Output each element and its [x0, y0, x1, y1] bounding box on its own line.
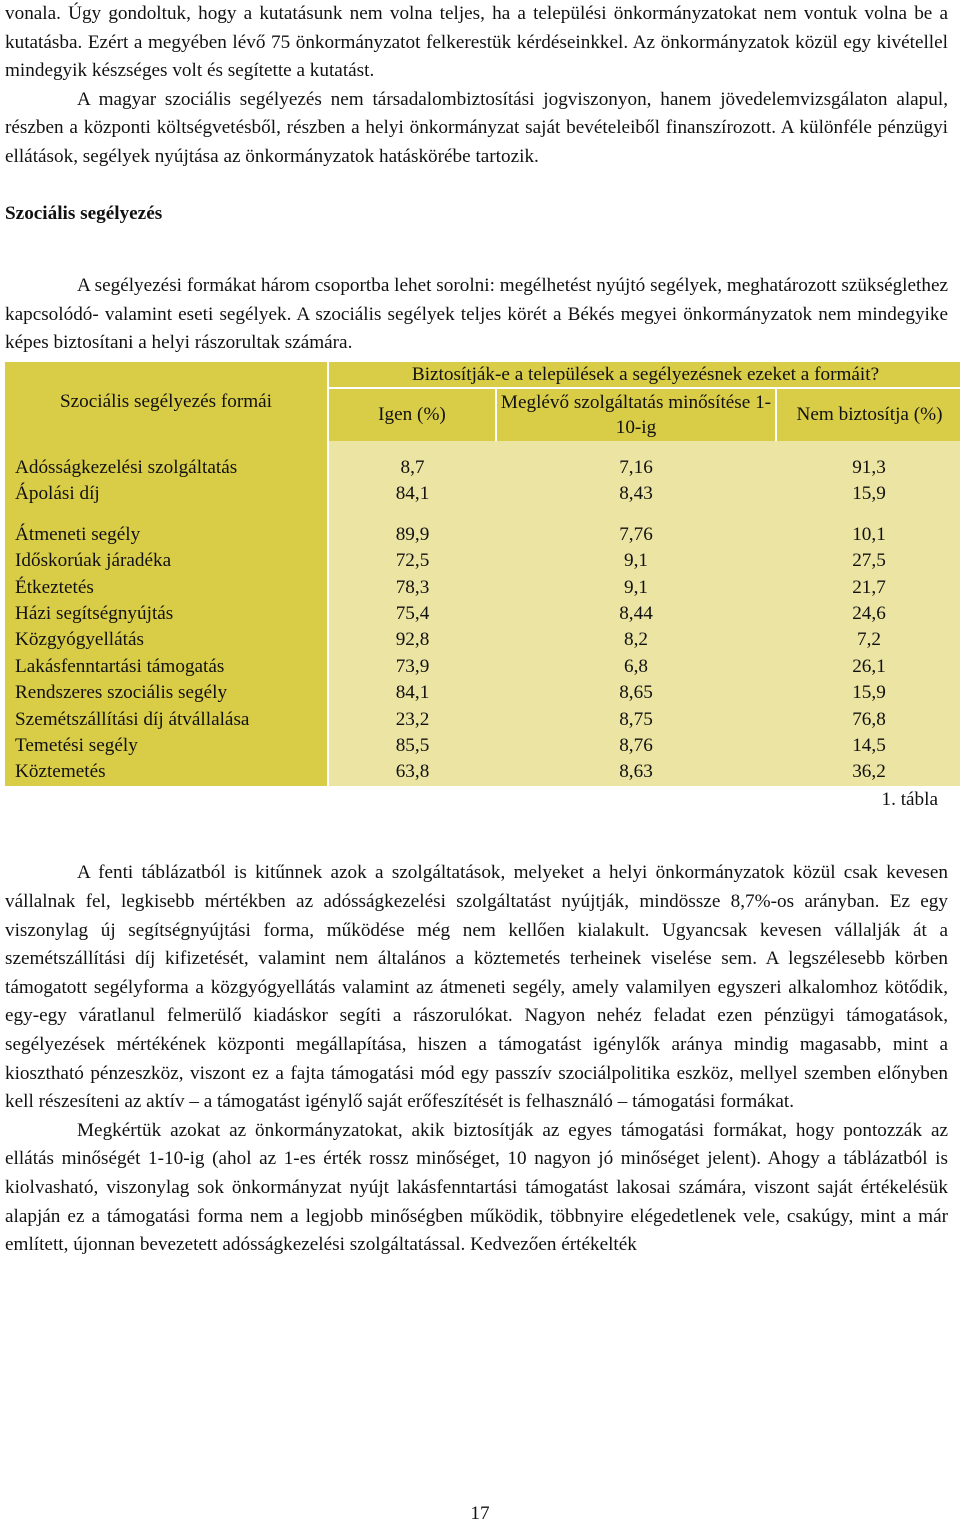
cell-no: 10,1: [776, 522, 960, 548]
row-name: Köztemetés: [5, 759, 328, 785]
page-number: 17: [470, 1503, 490, 1524]
table-row: [5, 627, 960, 653]
row-name: Étkeztetés: [5, 575, 328, 601]
cell-quality: 8,43: [496, 481, 776, 507]
cell-no: 36,2: [776, 759, 960, 785]
cell-no: 7,2: [776, 627, 960, 653]
row-name: Szemétszállítási díj átvállalása: [5, 707, 328, 733]
cell-quality: 8,75: [496, 707, 776, 733]
cell-yes: 73,9: [328, 654, 496, 680]
cell-quality: 6,8: [496, 654, 776, 680]
analysis-paragraph-1: A fenti táblázatból is kitűnnek azok a szolgáltatások, melyeket a helyi önkormányzatok közül csak kevesen vállalnak fel, legkisebb mértékben az adósságkezelési szolgáltatást nyújtják, mindössze 8,7%-os arányban. Ez egy viszonylag új segítségnyújtási forma, működése még nem kellően kialakult. Ugyancsak kevesen vállalják át a szemétszállítási díj kifizetését, valamint nem általános a köztemetés terheinek viselése sem. A legszélesebb körben támogatott segélyforma a közgyógyellátás valamint az átmeneti segély, amely valamilyen egyszeri alkalomhoz kötődik, egy-egy váratlanul felmerülő kiadáskor segíti a rászorulókat. Nagyon nehéz feladat ezen pénzügyi támogatások, segélyezések mértékének központi megállapítása, hiszen a támogatást igénylők aránya mindig magasabb, mint a kiosztható pénzeszköz, viszont ez a fajta támogatási mód egy passzív szociálpolitika eszköz, mellyel szemben előnyben kell részesíteni az aktív – a támogatást igénylő saját erőfeszítését is felhasználó – támogatási formákat.: [5, 862, 948, 1113]
table-row: [5, 680, 960, 706]
table-row: [5, 759, 960, 785]
table-row: [5, 601, 960, 627]
cell-yes: 92,8: [328, 627, 496, 653]
col-header-quality: Meglévő szolgáltatás minősítése 1-10-ig: [496, 388, 776, 441]
cell-yes: 23,2: [328, 707, 496, 733]
col-header-yes: Igen (%): [328, 388, 496, 441]
row-name: Házi segítségnyújtás: [5, 601, 328, 627]
social-aid-table: [5, 362, 960, 786]
cell-yes: 84,1: [328, 680, 496, 706]
cell-quality: 8,44: [496, 601, 776, 627]
table-row: [5, 548, 960, 574]
cell-no: 76,8: [776, 707, 960, 733]
row-name: Adósságkezelési szolgáltatás: [5, 455, 328, 481]
table-row: [5, 575, 960, 601]
section-paragraph: A segélyezési formákat három csoportba lehet sorolni: megélhetést nyújtó segélyek, meghatározott szükséglethez kapcsolódó- valamint eseti segélyek. A szociális segélyek teljes körét a Békés megyei önkormányzatok nem mindegyike képes biztosítani a helyi rászorultak számára.: [5, 275, 948, 354]
cell-yes: 72,5: [328, 548, 496, 574]
row-name: Lakásfenntartási támogatás: [5, 654, 328, 680]
cell-yes: 84,1: [328, 481, 496, 507]
table-row: [5, 522, 960, 548]
cell-no: 14,5: [776, 733, 960, 759]
cell-no: 21,7: [776, 575, 960, 601]
document-page: [5, 0, 948, 1260]
cell-no: 27,5: [776, 548, 960, 574]
cell-quality: 7,16: [496, 455, 776, 481]
row-name: Temetési segély: [5, 733, 328, 759]
cell-yes: 75,4: [328, 601, 496, 627]
intro-paragraph-2: A magyar szociális segélyezés nem társadalombiztosítási jogviszonyon, hanem jövedelemvizsgálaton alapul, részben a központi költségvetésből, részben a helyi önkormányzat saját bevételeiből finanszírozott. A különféle pénzügyi ellátások, segélyek nyújtása az önkormányzatok hatáskörébe tartozik.: [5, 88, 948, 167]
row-name: Időskorúak járadéka: [5, 548, 328, 574]
table-row: [5, 733, 960, 759]
row-name: Rendszeres szociális segély: [5, 680, 328, 706]
section-heading: Szociális segélyezés: [5, 202, 163, 224]
cell-yes: 8,7: [328, 455, 496, 481]
table-body: [5, 441, 960, 786]
cell-no: 15,9: [776, 680, 960, 706]
table-spacer-row: [5, 508, 960, 522]
cell-quality: 8,2: [496, 627, 776, 653]
table-spacer-row: [5, 441, 960, 455]
cell-no: 91,3: [776, 455, 960, 481]
row-name: Átmeneti segély: [5, 522, 328, 548]
cell-yes: 89,9: [328, 522, 496, 548]
intro-paragraph-1: vonala. Úgy gondoltuk, hogy a kutatásunk nem volna teljes, ha a települési önkormányzatokat nem vontuk volna be a kutatásba. Ezért a megyében lévő 75 önkormányzatot felkerestük kérdéseinkkel. Az önkormányzatok közül egy kivétellel mindegyik készséges volt és segítette a kutatást.: [5, 3, 948, 82]
table-caption: 1. tábla: [881, 788, 938, 810]
analysis-paragraph-2: Megkértük azokat az önkormányzatokat, akik biztosítják az egyes támogatási formákat, hogy pontozzák az ellátás minőségét 1-10-ig (ahol az 1-es érték rossz minőséget, 10 nagyon jó minőséget jelent). Ahogy a táblázatból is kiolvasható, viszonylag sok önkormányzat nyújt lakásfenntartási támogatást lakosai számára, viszont saját értékelésük alapján ez a támogatási forma nem a legjobb minőségben működik, többnyire elégedetlenek vele, csakúgy, mint a már említett, újonnan bevezetett adósságkezelési szolgáltatással. Kedvezően értékelték: [5, 1119, 948, 1256]
row-name: Közgyógyellátás: [5, 627, 328, 653]
cell-no: 24,6: [776, 601, 960, 627]
cell-quality: 8,76: [496, 733, 776, 759]
cell-quality: 7,76: [496, 522, 776, 548]
cell-no: 26,1: [776, 654, 960, 680]
table-group-header: Biztosítják-e a települések a segélyezésnek ezeket a formáit?: [328, 362, 960, 388]
table-row-header: Szociális segélyezés formái: [5, 362, 328, 441]
col-header-no: Nem biztosítja (%): [776, 388, 960, 441]
table-row: [5, 654, 960, 680]
cell-yes: 63,8: [328, 759, 496, 785]
table-row: [5, 455, 960, 481]
cell-quality: 8,63: [496, 759, 776, 785]
cell-quality: 8,65: [496, 680, 776, 706]
cell-yes: 85,5: [328, 733, 496, 759]
table-row: [5, 707, 960, 733]
row-name: Ápolási díj: [5, 481, 328, 507]
cell-quality: 9,1: [496, 548, 776, 574]
cell-quality: 9,1: [496, 575, 776, 601]
cell-no: 15,9: [776, 481, 960, 507]
cell-yes: 78,3: [328, 575, 496, 601]
table-row: [5, 481, 960, 507]
